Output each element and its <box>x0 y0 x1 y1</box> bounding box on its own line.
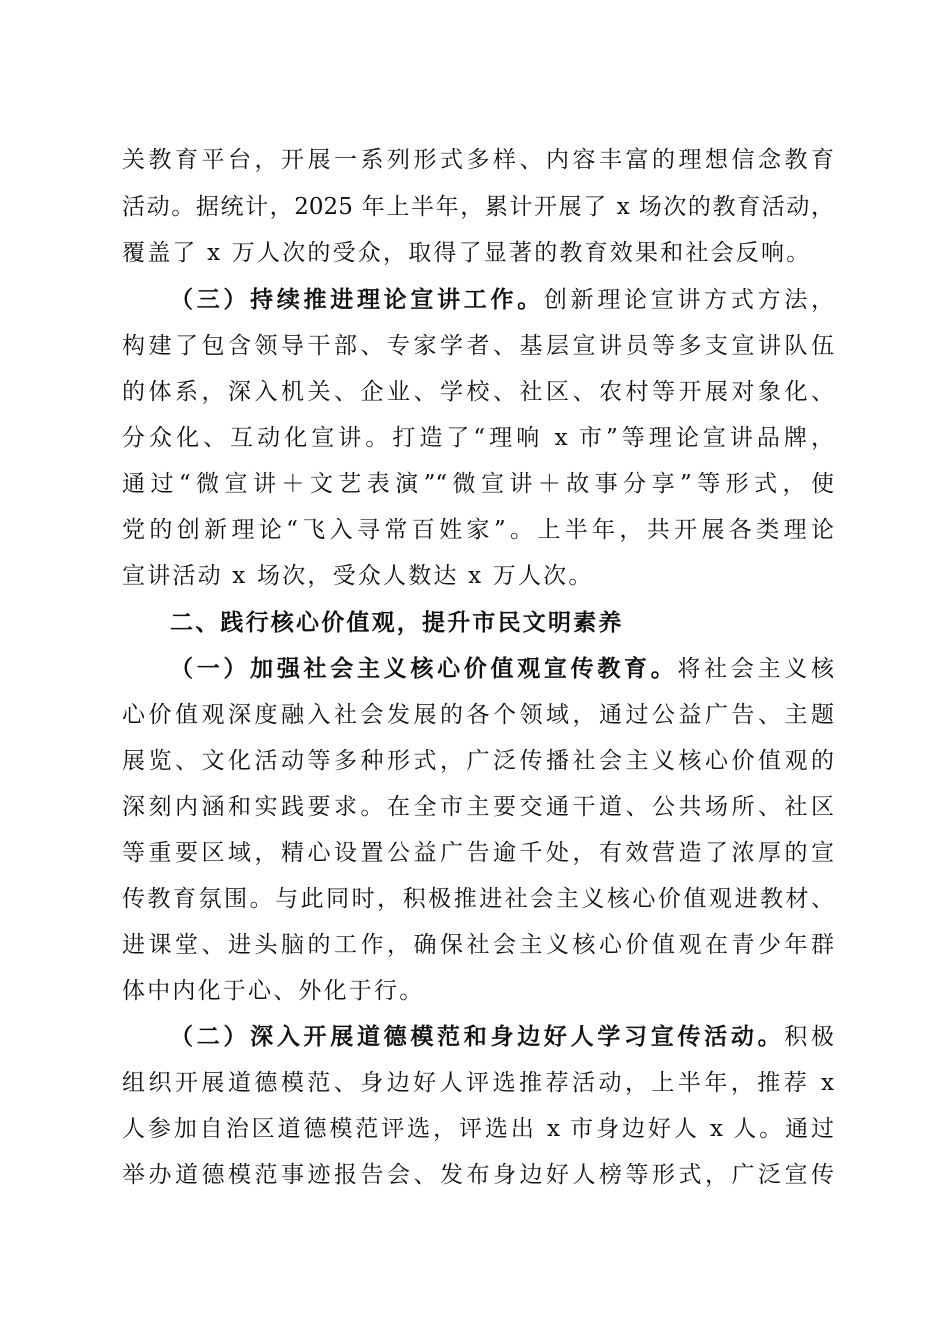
subsection-first-line <box>170 1015 834 1059</box>
body-line: 举办道德模范事迹报告会、发布身边好人榜等形式，广泛宣传 <box>122 1162 834 1188</box>
body-line: 通过“微宣讲＋文艺表演”“微宣讲＋故事分享”等形式，使 <box>122 471 834 497</box>
body-line: 构建了包含领导干部、专家学者、基层宣讲员等多支宣讲队伍 <box>122 333 834 359</box>
body-line: 展览、文化活动等多种形式，广泛传播社会主义核心价值观的 <box>122 748 834 774</box>
body-line: 体中内化于心、外化于行。 <box>122 978 425 1004</box>
subsection-heading: （一）加强社会主义核心价值观宣传教育。 <box>170 655 678 682</box>
body-line: 活动。据统计，2025 年上半年，累计开展了 x 场次的教育活动， <box>122 194 834 220</box>
subsection-heading: （二）深入开展道德模范和身边好人学习宣传活动。 <box>170 1023 785 1050</box>
subsection-first-line <box>170 278 834 322</box>
body-text: 积极 <box>784 1024 834 1050</box>
body-line: 分众化、互动化宣讲。打造了“理响 x 市”等理论宣讲品牌， <box>122 425 834 451</box>
body-text: 将社会主义核 <box>677 656 834 682</box>
body-line: 深刻内涵和实践要求。在全市主要交通干道、公共场所、社区 <box>122 794 834 820</box>
body-line: 覆盖了 x 万人次的受众，取得了显著的教育效果和社会反响。 <box>122 240 812 266</box>
body-line: 等重要区域，精心设置公益广告逾千处，有效营造了浓厚的宣 <box>122 840 834 866</box>
subsection-first-line <box>170 647 834 691</box>
body-line: 人参加自治区道德模范评选，评选出 x 市身边好人 x 人。通过 <box>122 1116 834 1142</box>
body-line: 组织开展道德模范、身边好人评选推荐活动，上半年，推荐 x <box>122 1070 834 1096</box>
body-line: 的体系，深入机关、企业、学校、社区、农村等开展对象化、 <box>122 379 834 405</box>
body-line: 心价值观深度融入社会发展的各个领域，通过公益广告、主题 <box>122 702 834 728</box>
body-line: 进课堂、进头脑的工作，确保社会主义核心价值观在青少年群 <box>122 932 834 958</box>
body-text: 创新理论宣讲方式方法， <box>543 287 834 313</box>
body-line: 传教育氛围。与此同时，积极推进社会主义核心价值观进教材、 <box>122 886 834 912</box>
subsection-heading: （三）持续推进理论宣讲工作。 <box>170 286 544 313</box>
body-line: 关教育平台，开展一系列形式多样、内容丰富的理想信念教育 <box>122 147 834 173</box>
section-heading: 二、践行核心价值观，提升市民文明素养 <box>170 610 624 636</box>
body-line: 党的创新理论“飞入寻常百姓家”。上半年，共开展各类理论 <box>122 517 834 543</box>
body-line: 宣讲活动 x 场次，受众人数达 x 万人次。 <box>122 563 594 589</box>
